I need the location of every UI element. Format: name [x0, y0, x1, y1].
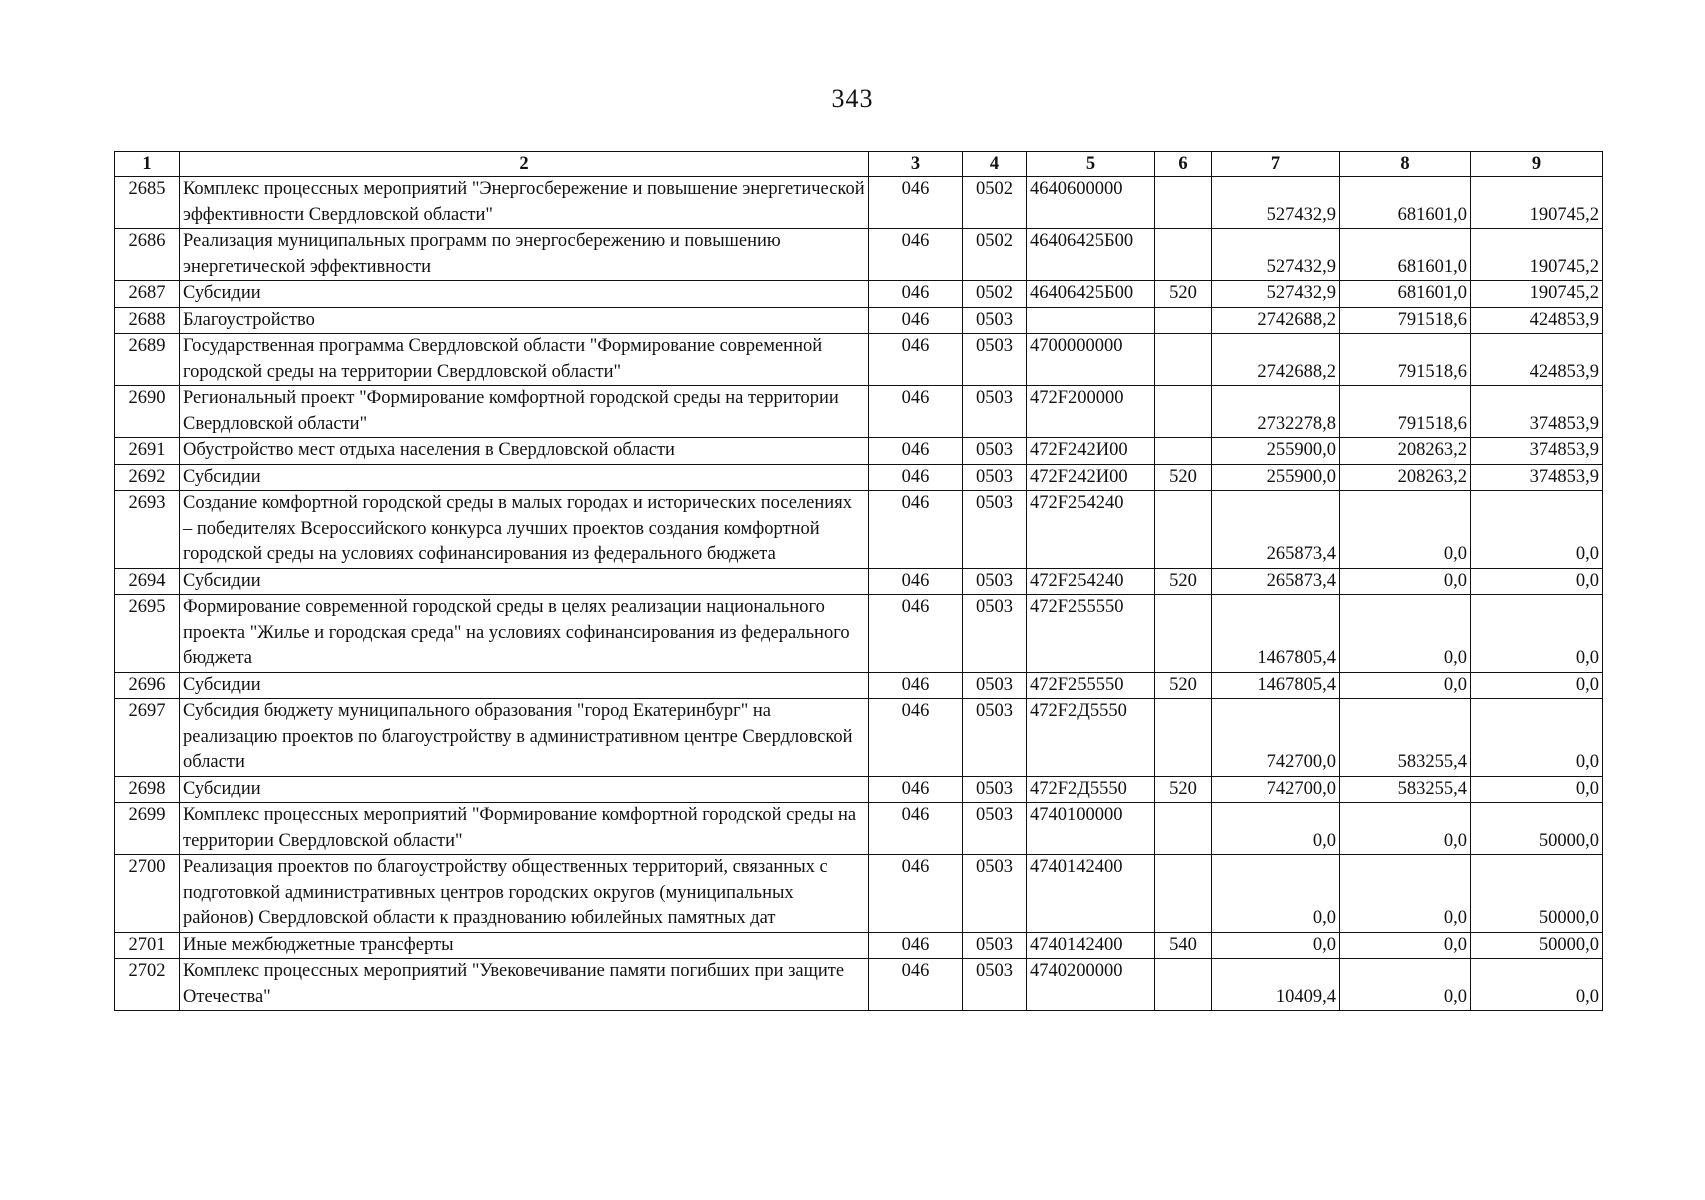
row-number: 2687	[115, 281, 180, 308]
row-expense-type	[1155, 595, 1212, 673]
row-target-article: 472F255550	[1027, 672, 1155, 699]
row-value-col9: 374853,9	[1471, 386, 1603, 438]
row-target-article: 472F255550	[1027, 595, 1155, 673]
table-row	[115, 568, 1603, 595]
header-col-2: 2	[180, 152, 869, 177]
table-row	[115, 595, 1603, 673]
row-target-article: 4740142400	[1027, 932, 1155, 959]
row-ved-code: 046	[869, 959, 963, 1011]
header-col-8: 8	[1340, 152, 1471, 177]
row-value-col8: 0,0	[1340, 568, 1471, 595]
row-ved-code: 046	[869, 672, 963, 699]
header-col-3: 3	[869, 152, 963, 177]
row-name: Комплекс процессных мероприятий "Формирование комфортной городской среды на территории Свердловской области"	[180, 803, 869, 855]
row-section-code: 0503	[963, 855, 1027, 933]
row-number: 2685	[115, 177, 180, 229]
row-ved-code: 046	[869, 334, 963, 386]
row-name: Реализация муниципальных программ по энергосбережению и повышению энергетической эффективности	[180, 229, 869, 281]
table-row	[115, 803, 1603, 855]
row-value-col9: 50000,0	[1471, 803, 1603, 855]
row-section-code: 0502	[963, 177, 1027, 229]
row-value-col9: 190745,2	[1471, 229, 1603, 281]
row-number: 2696	[115, 672, 180, 699]
row-value-col8: 583255,4	[1340, 699, 1471, 777]
row-expense-type	[1155, 699, 1212, 777]
row-ved-code: 046	[869, 438, 963, 465]
table-row	[115, 438, 1603, 465]
row-name: Иные межбюджетные трансферты	[180, 932, 869, 959]
row-number: 2686	[115, 229, 180, 281]
row-target-article: 472F200000	[1027, 386, 1155, 438]
row-ved-code: 046	[869, 386, 963, 438]
row-number: 2700	[115, 855, 180, 933]
table-body	[115, 177, 1603, 1011]
row-expense-type: 520	[1155, 281, 1212, 308]
table-row	[115, 281, 1603, 308]
row-value-col9: 374853,9	[1471, 438, 1603, 465]
row-ved-code: 046	[869, 595, 963, 673]
table-row	[115, 464, 1603, 491]
table-row	[115, 334, 1603, 386]
row-expense-type	[1155, 491, 1212, 569]
row-value-col8: 0,0	[1340, 959, 1471, 1011]
row-name: Региональный проект "Формирование комфортной городской среды на территории Свердловской области"	[180, 386, 869, 438]
row-expense-type	[1155, 177, 1212, 229]
row-ved-code: 046	[869, 307, 963, 334]
row-expense-type: 520	[1155, 464, 1212, 491]
row-target-article: 472F2Д5550	[1027, 776, 1155, 803]
row-value-col8: 791518,6	[1340, 307, 1471, 334]
row-ved-code: 046	[869, 177, 963, 229]
row-ved-code: 046	[869, 699, 963, 777]
row-expense-type	[1155, 229, 1212, 281]
row-target-article: 4700000000	[1027, 334, 1155, 386]
table-row	[115, 177, 1603, 229]
row-target-article: 472F254240	[1027, 568, 1155, 595]
row-value-col9: 0,0	[1471, 491, 1603, 569]
row-expense-type	[1155, 438, 1212, 465]
row-number: 2697	[115, 699, 180, 777]
row-value-col7: 255900,0	[1212, 438, 1340, 465]
row-name: Комплекс процессных мероприятий "Энергосбережение и повышение энергетической эффективности Свердловской области"	[180, 177, 869, 229]
row-name: Субсидия бюджету муниципального образования "город Екатеринбург" на реализацию проектов по благоустройству в административном центре Свердловской области	[180, 699, 869, 777]
row-value-col8: 681601,0	[1340, 177, 1471, 229]
row-value-col8: 0,0	[1340, 932, 1471, 959]
row-number: 2701	[115, 932, 180, 959]
row-ved-code: 046	[869, 855, 963, 933]
row-name: Формирование современной городской среды в целях реализации национального проекта "Жилье и городская среда" на условиях софинансирования из федерального бюджета	[180, 595, 869, 673]
row-value-col9: 424853,9	[1471, 307, 1603, 334]
row-value-col7: 0,0	[1212, 803, 1340, 855]
row-number: 2691	[115, 438, 180, 465]
row-ved-code: 046	[869, 464, 963, 491]
row-number: 2693	[115, 491, 180, 569]
row-ved-code: 046	[869, 568, 963, 595]
row-ved-code: 046	[869, 281, 963, 308]
row-number: 2692	[115, 464, 180, 491]
table-row	[115, 932, 1603, 959]
row-name: Обустройство мест отдыха населения в Свердловской области	[180, 438, 869, 465]
row-value-col8: 681601,0	[1340, 281, 1471, 308]
row-name: Субсидии	[180, 464, 869, 491]
row-expense-type	[1155, 386, 1212, 438]
row-value-col9: 190745,2	[1471, 281, 1603, 308]
row-ved-code: 046	[869, 776, 963, 803]
row-value-col8: 583255,4	[1340, 776, 1471, 803]
row-value-col9: 190745,2	[1471, 177, 1603, 229]
budget-table	[114, 151, 1603, 1011]
row-value-col9: 424853,9	[1471, 334, 1603, 386]
row-target-article: 4740200000	[1027, 959, 1155, 1011]
row-section-code: 0503	[963, 803, 1027, 855]
table-row	[115, 491, 1603, 569]
row-value-col9: 0,0	[1471, 959, 1603, 1011]
row-ved-code: 046	[869, 803, 963, 855]
row-value-col8: 791518,6	[1340, 386, 1471, 438]
header-col-4: 4	[963, 152, 1027, 177]
row-expense-type: 520	[1155, 568, 1212, 595]
row-value-col7: 2742688,2	[1212, 334, 1340, 386]
row-name: Комплекс процессных мероприятий "Увековечивание памяти погибших при защите Отечества"	[180, 959, 869, 1011]
header-col-6: 6	[1155, 152, 1212, 177]
row-value-col8: 208263,2	[1340, 464, 1471, 491]
row-value-col7: 265873,4	[1212, 491, 1340, 569]
row-name: Создание комфортной городской среды в малых городах и исторических поселениях – победителях Всероссийского конкурса лучших проектов создания комфортной городской среды на условиях софинансирования из федерального бюджета	[180, 491, 869, 569]
row-target-article	[1027, 307, 1155, 334]
row-value-col8: 0,0	[1340, 595, 1471, 673]
row-section-code: 0503	[963, 699, 1027, 777]
table-row	[115, 307, 1603, 334]
row-target-article: 4740100000	[1027, 803, 1155, 855]
row-number: 2689	[115, 334, 180, 386]
row-value-col9: 0,0	[1471, 568, 1603, 595]
row-value-col7: 10409,4	[1212, 959, 1340, 1011]
row-expense-type: 540	[1155, 932, 1212, 959]
table-header	[115, 152, 1603, 177]
row-number: 2688	[115, 307, 180, 334]
row-expense-type	[1155, 307, 1212, 334]
row-section-code: 0503	[963, 568, 1027, 595]
row-value-col9: 374853,9	[1471, 464, 1603, 491]
row-section-code: 0502	[963, 281, 1027, 308]
row-value-col9: 0,0	[1471, 672, 1603, 699]
row-ved-code: 046	[869, 229, 963, 281]
row-number: 2699	[115, 803, 180, 855]
row-value-col7: 0,0	[1212, 855, 1340, 933]
table-row	[115, 855, 1603, 933]
table-row	[115, 699, 1603, 777]
row-ved-code: 046	[869, 932, 963, 959]
row-target-article: 46406425Б00	[1027, 229, 1155, 281]
row-section-code: 0503	[963, 491, 1027, 569]
row-target-article: 46406425Б00	[1027, 281, 1155, 308]
table-row	[115, 672, 1603, 699]
header-col-5: 5	[1027, 152, 1155, 177]
row-expense-type	[1155, 855, 1212, 933]
row-expense-type: 520	[1155, 672, 1212, 699]
header-row	[115, 152, 1603, 177]
row-value-col9: 50000,0	[1471, 932, 1603, 959]
row-value-col7: 527432,9	[1212, 229, 1340, 281]
row-value-col8: 0,0	[1340, 491, 1471, 569]
row-section-code: 0503	[963, 776, 1027, 803]
row-value-col7: 2742688,2	[1212, 307, 1340, 334]
row-value-col9: 0,0	[1471, 595, 1603, 673]
row-value-col7: 742700,0	[1212, 699, 1340, 777]
row-value-col8: 208263,2	[1340, 438, 1471, 465]
row-value-col8: 681601,0	[1340, 229, 1471, 281]
row-value-col9: 50000,0	[1471, 855, 1603, 933]
row-value-col9: 0,0	[1471, 776, 1603, 803]
row-section-code: 0503	[963, 672, 1027, 699]
row-value-col7: 0,0	[1212, 932, 1340, 959]
row-expense-type	[1155, 959, 1212, 1011]
row-section-code: 0502	[963, 229, 1027, 281]
row-section-code: 0503	[963, 307, 1027, 334]
row-section-code: 0503	[963, 932, 1027, 959]
row-name: Субсидии	[180, 672, 869, 699]
row-section-code: 0503	[963, 959, 1027, 1011]
row-ved-code: 046	[869, 491, 963, 569]
row-name: Субсидии	[180, 776, 869, 803]
header-col-9: 9	[1471, 152, 1603, 177]
row-target-article: 472F254240	[1027, 491, 1155, 569]
header-col-1: 1	[115, 152, 180, 177]
row-value-col7: 265873,4	[1212, 568, 1340, 595]
row-value-col8: 0,0	[1340, 803, 1471, 855]
table-row	[115, 959, 1603, 1011]
row-value-col7: 742700,0	[1212, 776, 1340, 803]
row-expense-type	[1155, 334, 1212, 386]
row-number: 2695	[115, 595, 180, 673]
table-row	[115, 776, 1603, 803]
row-target-article: 472F242И00	[1027, 464, 1155, 491]
row-name: Государственная программа Свердловской области "Формирование современной городской среды на территории Свердловской области"	[180, 334, 869, 386]
table-row	[115, 386, 1603, 438]
row-target-article: 4640600000	[1027, 177, 1155, 229]
row-number: 2690	[115, 386, 180, 438]
row-value-col7: 527432,9	[1212, 177, 1340, 229]
row-number: 2698	[115, 776, 180, 803]
row-name: Реализация проектов по благоустройству общественных территорий, связанных с подготовкой административных центров городских округов (муниципальных районов) Свердловской области к празднованию юбилейных памятных дат	[180, 855, 869, 933]
row-section-code: 0503	[963, 386, 1027, 438]
header-col-7: 7	[1212, 152, 1340, 177]
row-number: 2694	[115, 568, 180, 595]
row-expense-type: 520	[1155, 776, 1212, 803]
row-value-col8: 791518,6	[1340, 334, 1471, 386]
row-expense-type	[1155, 803, 1212, 855]
row-number: 2702	[115, 959, 180, 1011]
row-value-col8: 0,0	[1340, 672, 1471, 699]
page-number: 343	[831, 84, 874, 113]
row-section-code: 0503	[963, 438, 1027, 465]
row-section-code: 0503	[963, 464, 1027, 491]
row-value-col7: 1467805,4	[1212, 595, 1340, 673]
row-name: Благоустройство	[180, 307, 869, 334]
row-value-col8: 0,0	[1340, 855, 1471, 933]
row-value-col7: 2732278,8	[1212, 386, 1340, 438]
table-row	[115, 229, 1603, 281]
row-value-col7: 527432,9	[1212, 281, 1340, 308]
row-value-col7: 1467805,4	[1212, 672, 1340, 699]
row-section-code: 0503	[963, 595, 1027, 673]
row-name: Субсидии	[180, 281, 869, 308]
row-section-code: 0503	[963, 334, 1027, 386]
row-name: Субсидии	[180, 568, 869, 595]
row-value-col9: 0,0	[1471, 699, 1603, 777]
row-target-article: 472F242И00	[1027, 438, 1155, 465]
row-target-article: 472F2Д5550	[1027, 699, 1155, 777]
row-value-col7: 255900,0	[1212, 464, 1340, 491]
row-target-article: 4740142400	[1027, 855, 1155, 933]
